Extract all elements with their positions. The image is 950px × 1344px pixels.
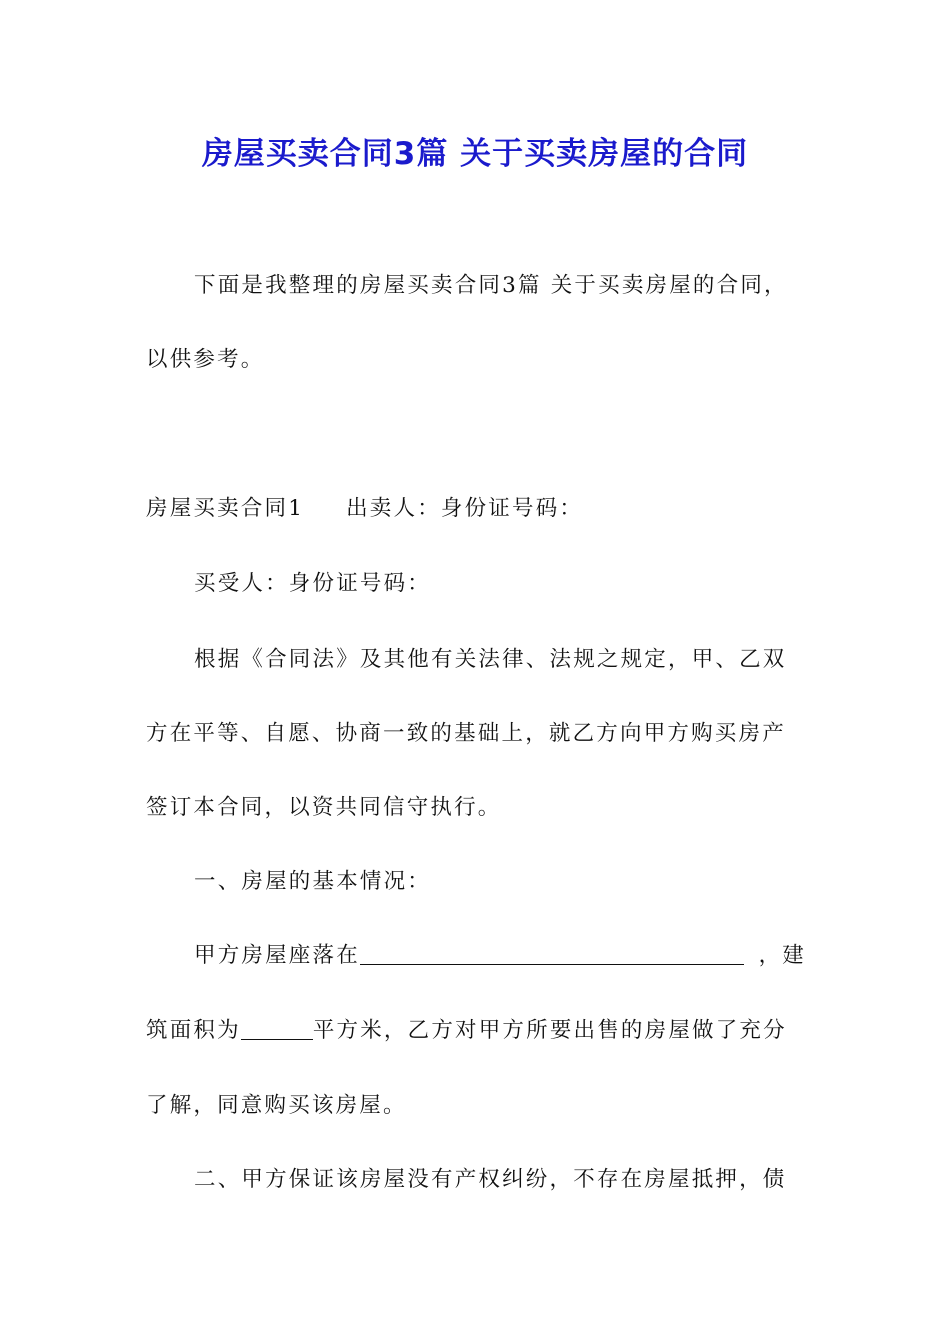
location-prefix: 甲方房屋座落在	[194, 943, 360, 968]
location-suffix: ，建	[758, 943, 806, 968]
area-blank	[241, 1017, 313, 1040]
understand-line: 了解，同意购买该房屋。	[146, 1093, 407, 1118]
page-title: 房屋买卖合同3篇 关于买卖房屋的合同	[201, 136, 749, 172]
contract-heading-line	[146, 489, 806, 529]
location-line	[194, 936, 806, 976]
section-1-heading: 一、房屋的基本情况：	[194, 869, 432, 894]
basis-line-2: 方在平等、自愿、协商一致的基础上，就乙方向甲方购买房产	[146, 721, 786, 746]
intro-line-1: 下面是我整理的房屋买卖合同3篇 关于买卖房屋的合同，	[194, 273, 788, 298]
location-blank	[360, 942, 744, 965]
contract-heading: 房屋买卖合同1	[146, 496, 305, 521]
area-prefix: 筑面积为	[146, 1018, 241, 1043]
area-line	[146, 1011, 806, 1051]
intro-line-2: 以供参考。	[146, 347, 265, 372]
section-2-line-1: 二、甲方保证该房屋没有产权纠纷，不存在房屋抵押，债	[194, 1167, 787, 1192]
basis-line-3: 签订本合同，以资共同信守执行。	[146, 795, 502, 820]
seller-label: 出卖人：身份证号码：	[346, 496, 584, 521]
basis-line-1: 根据《合同法》及其他有关法律、法规之规定，甲、乙双	[194, 647, 787, 672]
area-suffix: 平方米，乙方对甲方所要出售的房屋做了充分	[312, 1018, 787, 1043]
buyer-label: 买受人：身份证号码：	[194, 571, 432, 596]
